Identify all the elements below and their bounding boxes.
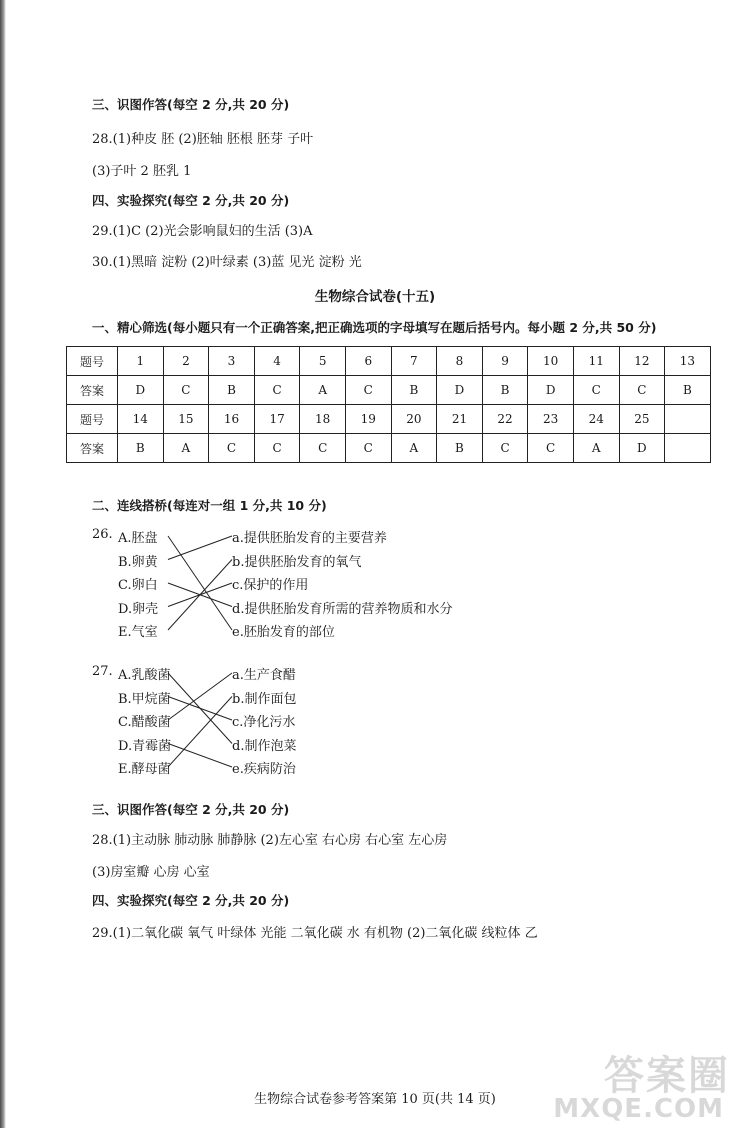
answer-table-cell: 16 — [209, 405, 255, 434]
answer-table-cell: B — [437, 434, 483, 463]
answer-table-cell: A — [300, 376, 346, 405]
q30-answer-prev: 30.(1)黑暗 淀粉 (2)叶绿素 (3)蓝 见光 淀粉 光 — [92, 255, 362, 270]
q27-right-item: c.净化污水 — [232, 715, 296, 730]
answer-table-cell: 3 — [209, 347, 255, 376]
answer-table-cell: 1 — [118, 347, 164, 376]
answer-table-cell: 2 — [163, 347, 209, 376]
answer-table-cell: C — [209, 434, 255, 463]
answer-table-cell: 10 — [528, 347, 574, 376]
answer-table-cell: C — [254, 376, 300, 405]
q27-matching — [92, 664, 532, 804]
answer-table-cell: 19 — [345, 405, 391, 434]
answer-table-row-label: 题号 — [67, 405, 118, 434]
answer-table-cell: 9 — [482, 347, 528, 376]
q27-connector-line — [168, 673, 232, 720]
answer-table-cell: 25 — [619, 405, 665, 434]
section1-heading: 一、精心筛选(每小题只有一个正确答案,把正确选项的字母填写在题后括号内。每小题 2 分,共 50 分) — [92, 320, 657, 335]
q26-connector-line — [168, 536, 232, 560]
answer-table-cell: D — [118, 376, 164, 405]
q26-right-item: c.保护的作用 — [232, 578, 309, 593]
answer-table-cell: 17 — [254, 405, 300, 434]
answer-table-cell: 24 — [573, 405, 619, 434]
answer-table-cell: B — [665, 376, 711, 405]
q27-left-item: D.青霉菌 — [118, 738, 172, 754]
q27-connector-line — [168, 697, 232, 768]
page-edge-shadow — [0, 0, 6, 1128]
answer-table-cell: C — [619, 376, 665, 405]
answer-table-cell: 5 — [300, 347, 346, 376]
watermark-text: 答案圈 — [604, 1053, 730, 1099]
answer-table-cell: B — [391, 376, 437, 405]
q26-left-item: C.卵白 — [118, 578, 158, 593]
answer-table-cell: C — [573, 376, 619, 405]
answer-table-cell: C — [163, 376, 209, 405]
q27-right-item: a.生产食醋 — [232, 668, 296, 683]
answer-table-cell: 22 — [482, 405, 528, 434]
q26-left-item: B.卵黄 — [118, 554, 158, 570]
q27-right-item: b.制作面包 — [232, 691, 297, 707]
q26-right-item: a.提供胚胎发育的主要营养 — [232, 531, 387, 546]
watermark-logo — [530, 1044, 730, 1124]
answer-table-cell: D — [619, 434, 665, 463]
page-footer: 生物综合试卷参考答案第 10 页(共 14 页) — [254, 1092, 496, 1107]
answer-table-row-label: 题号 — [67, 347, 118, 376]
q26-left-item: D.卵壳 — [118, 601, 159, 617]
q27-left-item: B.甲烷菌 — [118, 691, 171, 707]
q29-answer: 29.(1)二氧化碳 氧气 叶绿体 光能 二氧化碳 水 有机物 (2)二氧化碳 线粒体 乙 — [92, 926, 538, 941]
section3-heading-prev: 三、识图作答(每空 2 分,共 20 分) — [92, 97, 290, 112]
answer-table-cell: 21 — [437, 405, 483, 434]
answer-table-row — [67, 376, 711, 405]
q29-answer-prev: 29.(1)C (2)光会影响鼠妇的生活 (3)A — [92, 224, 313, 239]
answer-table-cell: 4 — [254, 347, 300, 376]
answer-table-cell: C — [482, 434, 528, 463]
answer-table-row — [67, 434, 711, 463]
watermark-url: MXQE.COM — [553, 1094, 724, 1124]
answer-table-cell: 7 — [391, 347, 437, 376]
answer-table-cell: A — [391, 434, 437, 463]
answer-table-cell: C — [528, 434, 574, 463]
answer-table — [66, 346, 711, 463]
answer-table-cell: 11 — [573, 347, 619, 376]
answer-table-cell — [665, 434, 711, 463]
section2-heading: 二、连线搭桥(每连对一组 1 分,共 10 分) — [92, 498, 327, 513]
answer-table-cell: 12 — [619, 347, 665, 376]
q26-right-item: d.提供胚胎发育所需的营养物质和水分 — [232, 601, 453, 617]
answer-table-cell: C — [345, 434, 391, 463]
answer-table-cell: 14 — [118, 405, 164, 434]
answer-table-cell: C — [345, 376, 391, 405]
q28-answer-line1-prev: 28.(1)种皮 胚 (2)胚轴 胚根 胚芽 子叶 — [92, 132, 314, 147]
answer-table-cell: 13 — [665, 347, 711, 376]
answer-table-row — [67, 405, 711, 434]
answer-table-cell: 15 — [163, 405, 209, 434]
q27-right-item: e.疾病防治 — [232, 762, 296, 777]
q27-number: 27. — [92, 664, 113, 679]
answer-table-cell: C — [300, 434, 346, 463]
answer-table-cell: B — [118, 434, 164, 463]
exam-title: 生物综合试卷(十五) — [314, 289, 436, 305]
answer-table-row-label: 答案 — [67, 376, 118, 405]
section4-heading-prev: 四、实验探究(每空 2 分,共 20 分) — [92, 193, 290, 208]
answer-table-cell: 8 — [437, 347, 483, 376]
answer-table-cell: B — [209, 376, 255, 405]
answer-table-row-label: 答案 — [67, 434, 118, 463]
answer-table-cell: 6 — [345, 347, 391, 376]
q27-right-item: d.制作泡菜 — [232, 738, 297, 754]
q28-answer-line2-prev: (3)子叶 2 胚乳 1 — [92, 164, 192, 179]
answer-table-cell: 23 — [528, 405, 574, 434]
q26-left-item: E.气室 — [118, 625, 158, 640]
q27-connector-line — [168, 697, 232, 721]
answer-table-cell — [665, 405, 711, 434]
answer-table-cell: A — [573, 434, 619, 463]
q27-left-item: A.乳酸菌 — [118, 668, 171, 683]
q26-right-item: b.提供胚胎发育的氧气 — [232, 554, 362, 570]
q26-right-item: e.胚胎发育的部位 — [232, 625, 335, 640]
q26-left-item: A.胚盘 — [118, 531, 158, 546]
answer-table-cell: 18 — [300, 405, 346, 434]
answer-table-cell: C — [254, 434, 300, 463]
section4-heading: 四、实验探究(每空 2 分,共 20 分) — [92, 893, 290, 908]
answer-table-cell: A — [163, 434, 209, 463]
q26-connector-line — [168, 560, 232, 631]
answer-table-cell: D — [437, 376, 483, 405]
q27-left-item: C.醋酸菌 — [118, 715, 171, 730]
q28-answer-line2: (3)房室瓣 心房 心室 — [92, 865, 210, 880]
answer-table-row — [67, 347, 711, 376]
answer-table-cell: 20 — [391, 405, 437, 434]
q26-number: 26. — [92, 527, 113, 542]
q27-left-item: E.酵母菌 — [118, 762, 171, 777]
q27-connector-line — [168, 744, 232, 768]
q28-answer-line1: 28.(1)主动脉 肺动脉 肺静脉 (2)左心室 右心房 右心室 左心房 — [92, 833, 448, 848]
answer-table-cell: D — [528, 376, 574, 405]
answer-table-cell: B — [482, 376, 528, 405]
section3-heading: 三、识图作答(每空 2 分,共 20 分) — [92, 802, 290, 817]
q26-matching — [92, 527, 532, 667]
q26-connector-line — [168, 536, 232, 630]
